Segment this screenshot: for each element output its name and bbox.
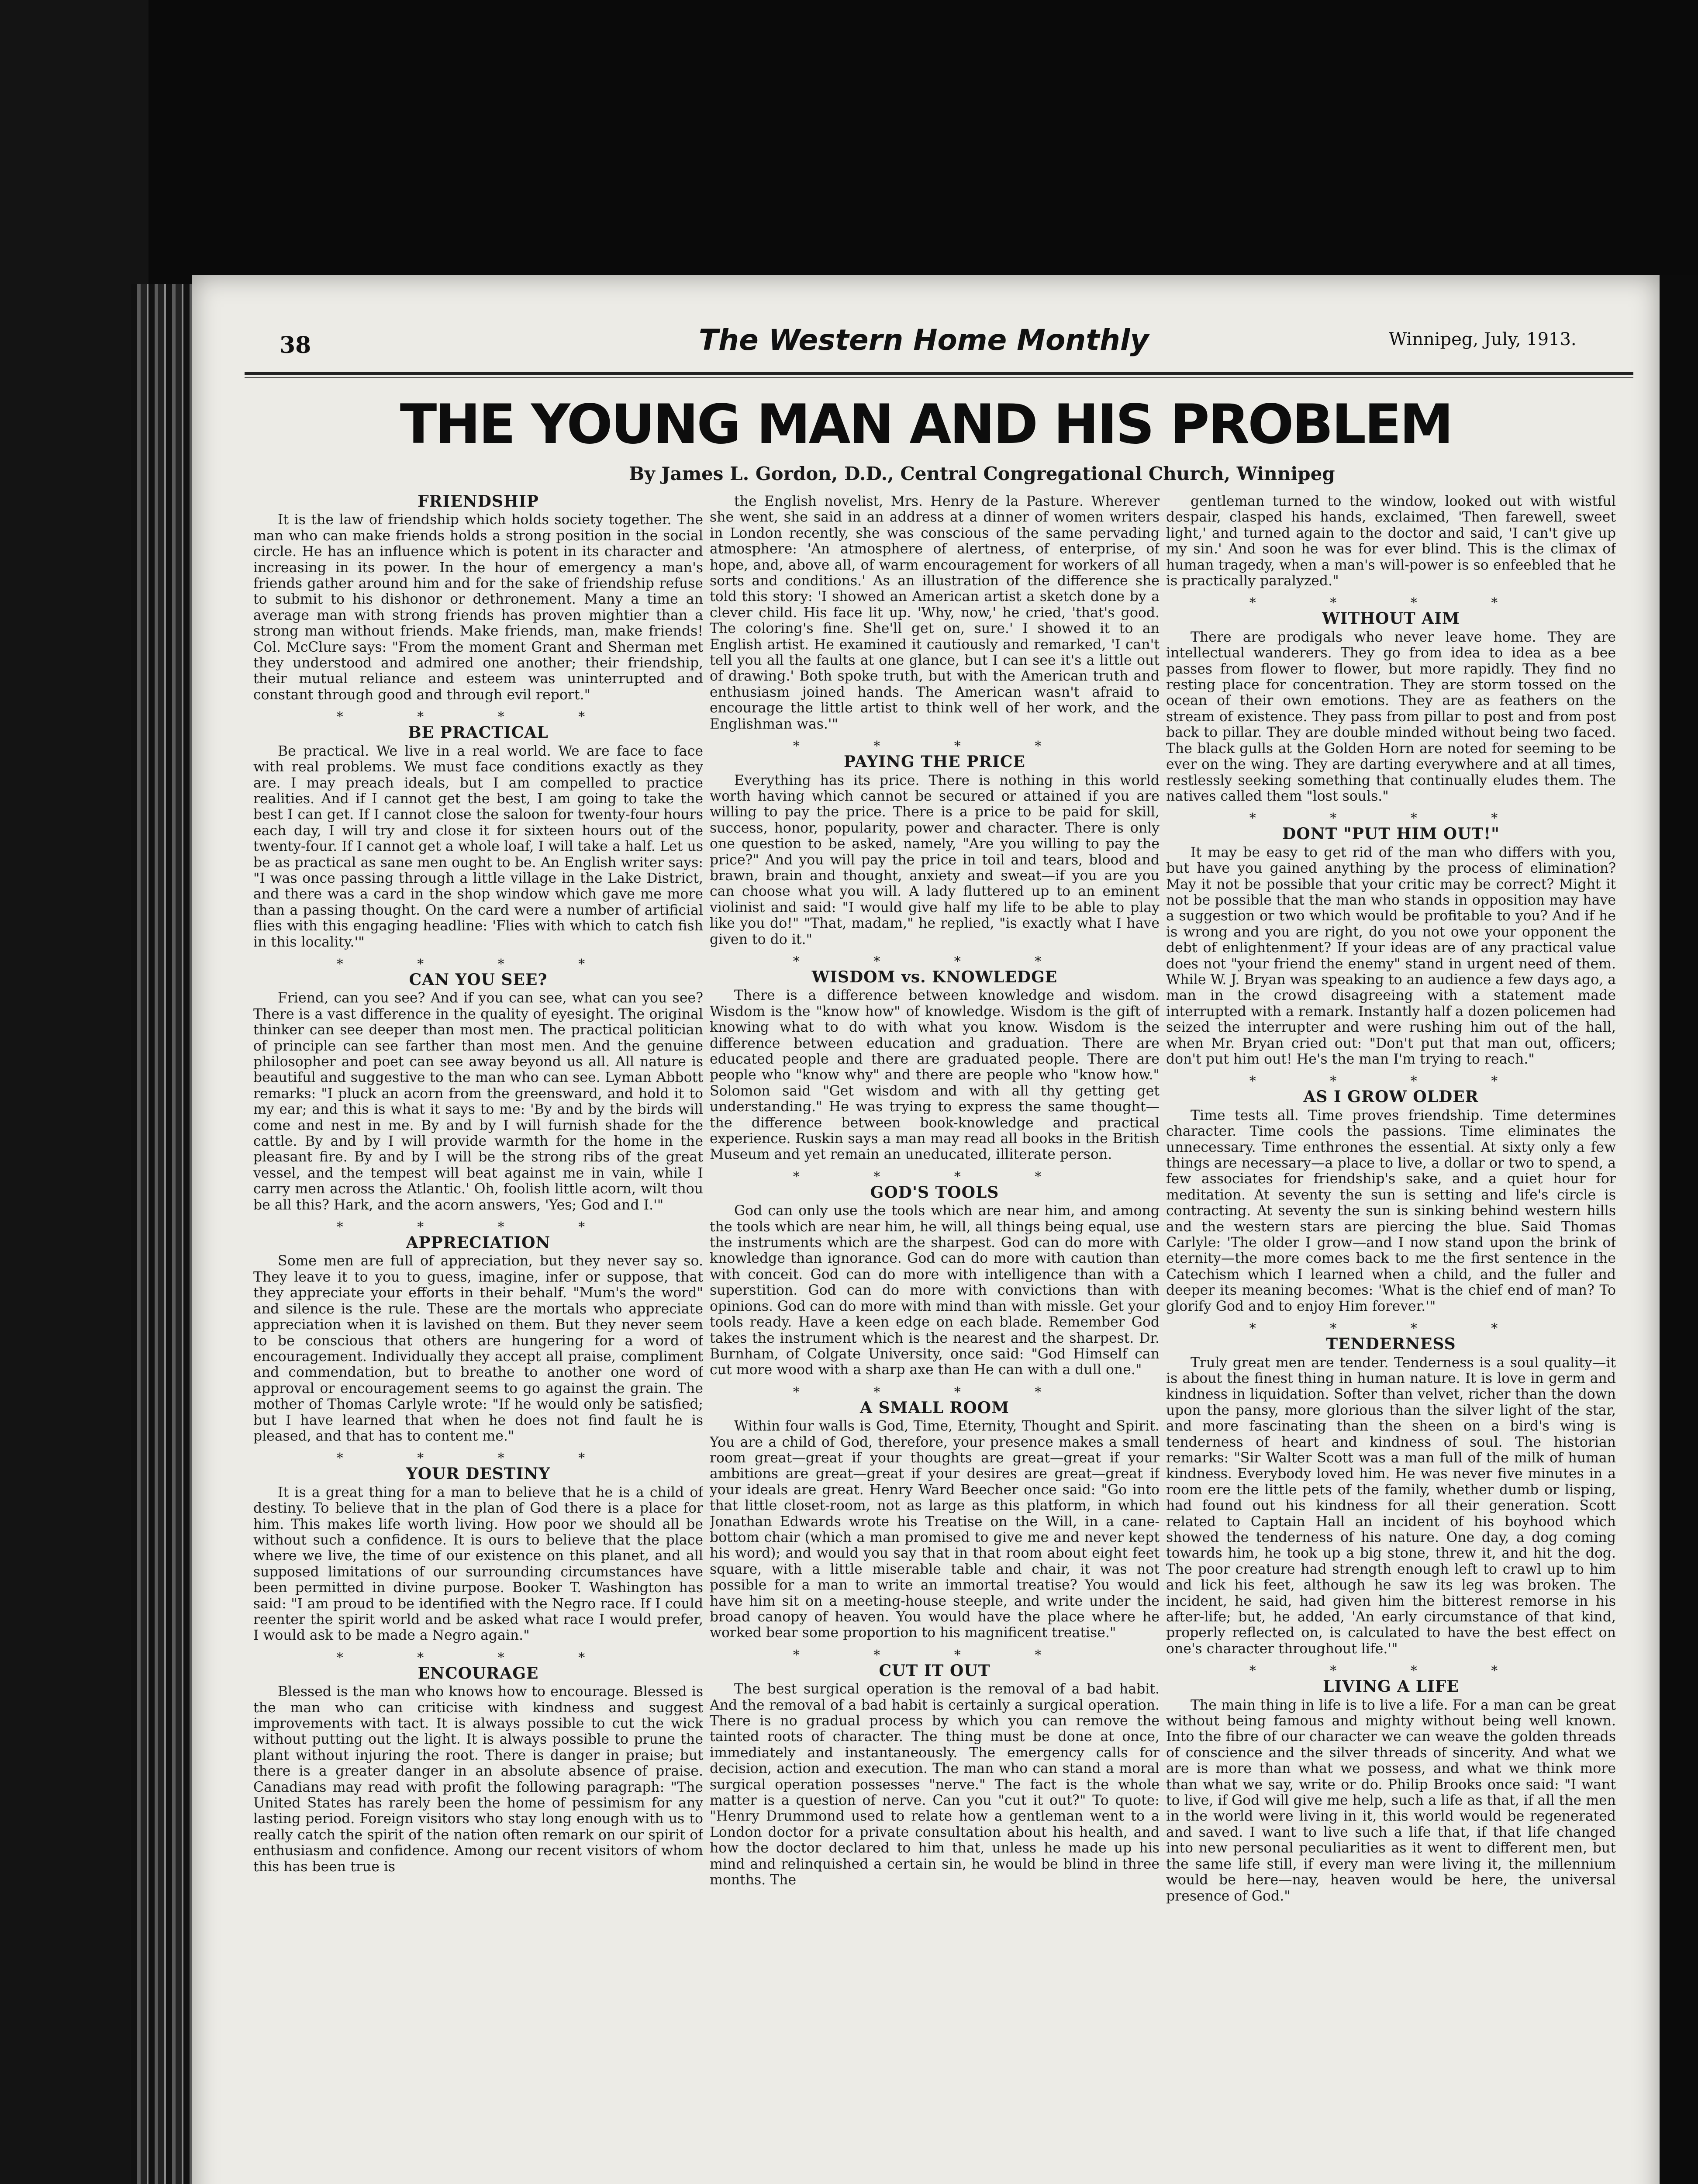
article-section [253,494,703,703]
section-divider-stars: * * * * [793,1384,1077,1400]
section-body: There are prodigals who never leave home. They are intellectual wanderers. They go from idea to idea as a bee passes from flower to flower, but more rapidly. They find no resting place for concentration. They are storm tossed on the ocean of their own emotions. They are as feathers on the stream of existence. They pass from pillar to post and from post back to pillar. They are double minded without being two faced. The black gulls at the Golden Horn are noted for seeming to be ever on the wing. They are darting everywhere and at all times, restlessly seeking something that continually eludes them. The natives called them "lost souls." [1166,629,1616,804]
section-heading: WISDOM vs. KNOWLEDGE [811,968,1058,986]
section-heading: TENDERNESS [1326,1335,1456,1354]
section-divider-stars: * * * * [793,739,1077,754]
running-header [192,323,1660,371]
section-heading: FRIENDSHIP [418,494,539,511]
section-divider-stars: * * * * [336,1650,620,1666]
section-heading: WITHOUT AIM [1322,609,1460,628]
article-section [1166,1336,1616,1657]
section-body: Blessed is the man who knows how to encourage. Blessed is the man who can criticise with kindness and suggest improvements with tact. It is always possible to cut the wick without putting out the light. It is always possible to prune the plant without injuring the root. There is danger in praise; but there is a greater danger in an absolute absence of praise. Canadians may read with profit the following paragraph: "The United States has rarely been the home of pessimism for any lasting period. Foreign visitors who stay long enough with us to really catch the spirit of the nation often remark on our spirit of enthusiasm and confidence. Among our recent visitors of whom this has been true is [253,1684,703,1875]
article-section [710,1663,1160,1888]
text-column-3 [1166,494,1616,2184]
section-heading: CUT IT OUT [879,1661,990,1680]
article-byline: By James L. Gordon, D.D., Central Congregational Church, Winnipeg [629,463,1335,484]
section-divider-stars: * * * * [1249,811,1533,826]
section-divider-stars: * * * * [1249,595,1533,611]
section-divider-stars: * * * * [793,1169,1077,1185]
section-heading: APPRECIATION [406,1234,551,1252]
book-binding [131,284,197,2184]
section-body: Time tests all. Time proves friendship. Time determines character. Time cools the passions. Time eliminates the unnecessary. Time enthrones the essential. At sixty only a few things are necessary—a place to live, a dollar or two to spend, a few associates for friendship's sake, and a quiet hour for meditation. At seventy the sun is setting and life's circle is contracting. At seventy the sun is sinking behind western hills and the western stars are piercing the blue. Said Thomas Carlyle: 'The older I grow—and I now stand upon the brink of eternity—the more comes back to me the first sentence in the Catechism which I learned when a child, and the fuller and deeper its meaning becomes: 'What is the chief end of man? To glorify God and to enjoy Him forever.'" [1166,1107,1616,1314]
section-body: It is the law of friendship which holds society together. The man who can make friends holds a strong position in the social circle. He has an influence which is potent in its character and increasing in its power. In the hour of emergency a man's friends gather around him and for the sake of friendship refuse to submit to his dishonor or dethronement. Many a time an average man with strong friends has proven mightier than a strong man without friends. Make friends, man, make friends! Col. McClure says: "From the moment Grant and Sherman met they understood and admired one another; their friendship, their mutual reliance and esteem was uninterrupted and constant through good and through evil report." [253,512,703,703]
scan-background-left [0,0,148,2184]
article-section [253,1666,703,1875]
section-divider-stars: * * * * [793,954,1077,969]
article-section [253,972,703,1213]
section-body: Be practical. We live in a real world. We are face to face with real problems. We must face conditions exactly as they are. I may preach ideals, but I am compelled to practice realities. And if I cannot get the best, I am going to take the best I can get. If I cannot close the saloon for twenty-four hours each day, I will try and close it for sixteen hours out of the twenty-four. If I cannot get a whole loaf, I will take a half. Let us be as practical as sane men ought to be. An English writer says: "I was once passing through a little village in the Lake District, and there was a card in the shop window which gave me more than a passing thought. On the card were a number of artificial flies with this engaging headline: 'Flies with which to catch fish in this locality.'" [253,743,703,950]
section-divider-stars: * * * * [336,1451,620,1466]
article-section [253,1235,703,1444]
section-heading: BE PRACTICAL [408,723,549,742]
article-section [1166,494,1616,589]
section-divider-stars: * * * * [1249,1321,1533,1337]
section-body: There is a difference between knowledge and wisdom. Wisdom is the "know how" of knowledge. Wisdom is the gift of knowing what to do with what you know. Wisdom is the difference between education and graduation. There are educated people and there are graduated people. There are people who "know why" and there are people who "know how." Solomon said "Get wisdom and with all thy getting get understanding." He was trying to express the same thought—the difference between book-knowledge and practical experience. Ruskin says a man may read all books in the British Museum and yet remain an uneducated, illiterate person. [710,988,1160,1163]
section-divider-stars: * * * * [336,1220,620,1235]
section-heading: YOUR DESTINY [406,1465,550,1483]
magazine-page [192,275,1660,2184]
section-body: It may be easy to get rid of the man who differs with you, but have you gained anything by the process of elimination? May it not be possible that your critic may be correct? Might it not be possible that the man who stands in opposition may have a suggestion or two which would be profitable to you? And if he is wrong and you are right, do you not owe your opponent the debt of enlightenment? If your ideas are of any practical value does not "your friend the enemy" stand in urgent need of them. While W. J. Bryan was speaking to an audience a few days ago, a man in the crowd disagreeing with a statement made interrupted with a remark. Instantly half a dozen policemen had seized the interrupter and were rushing him out of the hall, when Mr. Bryan cried out: "Don't put that man out, officers; don't put him out! He's the man I'm trying to reach." [1166,844,1616,1067]
article-section [710,969,1160,1163]
article-section [253,725,703,950]
article-title: THE YOUNG MAN AND HIS PROBLEM [400,393,1452,456]
text-column-1 [253,494,703,2184]
section-divider-stars: * * * * [1249,1663,1533,1679]
section-body: The main thing in life is to live a life. For a man can be great without being famous and mighty without being well known. Into the fibre of our character we can weave the golden threads of conscience and the silver threads of sincerity. And what we are is more than what we possess, and what we think more than what we say, write or do. Philip Brooks once said: "I want to live, if God will give me help, such a life as that, if all the men in the world were living in it, this world would be regenerated and saved. I want to live such a life that, if that life changed into new personal peculiarities as it went to different men, but the same life still, if every man were living it, the millennium would be here—nay, heaven would be here, the universal presence of God." [1166,1697,1616,1904]
section-body: gentleman turned to the window, looked out with wistful despair, clasped his hands, exclaimed, 'Then farewell, sweet light,' and turned again to the doctor and said, 'I can't give up my sin.' And soon he was for ever blind. This is the climax of human tragedy, when a man's will-power is so enfeebled that he is practically paralyzed." [1166,494,1616,589]
article-section [253,1466,703,1643]
section-body: Some men are full of appreciation, but they never say so. They leave it to you to guess, imagine, infer or suppose, that they appreciate your efforts in their behalf. "Mum's the word" and silence is the rule. These are the mortals who appreciate appreciation when it is lavished on them. But they never seem to be conscious that others are hungering for a word of encouragement. Individually they accept all praise, compliment and commendation, but to breathe to another one word of approval or encouragement seems to go against the grain. The mother of Thomas Carlyle wrote: "If he would only be satisfied; but I have learned that when he does not find fault he is pleased, and that has to content me." [253,1253,703,1444]
article-section [710,754,1160,947]
header-rule-thin [245,377,1633,378]
issue-date: Winnipeg, July, 1913. [1389,329,1577,349]
section-body: God can only use the tools which are near him, and among the tools which are near him, he will, all things being equal, use the instruments which are the sharpest. God can do more with knowledge than ignorance. God can do more with caution than with conceit. God can do more with intelligence than with a superstition. God can do more with convictions than with opinions. God can do more with mind than with missle. Get your tools ready. Have a keen edge on each blade. Remember God takes the instrument which is the nearest and the sharpest. Dr. Burnham, of Colgate University, once said: "God Himself can cut more wood with a sharp axe than He can with a dull one." [710,1203,1160,1378]
section-divider-stars: * * * * [793,1647,1077,1663]
section-heading: PAYING THE PRICE [843,753,1025,771]
section-heading: A SMALL ROOM [860,1398,1009,1417]
article-section [1166,1679,1616,1904]
masthead: The Western Home Monthly [699,323,1149,357]
section-divider-stars: * * * * [336,956,620,972]
section-heading: AS I GROW OLDER [1303,1088,1479,1106]
section-heading: DONT "PUT HIM OUT!" [1282,825,1500,843]
section-body: It is a great thing for a man to believe that he is a child of destiny. To believe that in the plan of God there is a place for him. This makes life worth living. How poor we should all be without such a confidence. It is ours to believe that the place where we live, the time of our existence on this planet, and all supposed limitations of our surrounding circumstances have been permitted in divine purpose. Booker T. Washington has said: "I am proud to be identified with the Negro race. If I could reenter the spirit world and be asked what race I would prefer, I would ask to be made a Negro again." [253,1484,703,1644]
article-section [1166,826,1616,1067]
section-divider-stars: * * * * [1249,1074,1533,1089]
section-heading: ENCOURAGE [418,1664,539,1683]
section-body: Within four walls is God, Time, Eternity, Thought and Spirit. You are a child of God, therefore, your presence makes a small room great—great if your thoughts are great—great if your ambitions are great—great if your desires are great—great if your ideals are great. Henry Ward Beecher once said: "Go into that little closet-room, not as large as this platform, in which Jonathan Edwards wrote his Treatise on the Will, in a cane-bottom chair (which a man promised to give me and never kept his word); and would you say that in that room about eight feet square, with a little miserable table and chair, it was not possible for a man to write an immortal treatise? You would have him sit on a meeting-house steeple, and write under the broad canopy of heaven. You would have the place where he worked bear some proportion to his magnificent treatise." [710,1418,1160,1641]
scan-background-right [1655,275,1698,2184]
section-heading: GOD'S TOOLS [870,1183,999,1202]
article-section [1166,611,1616,804]
page-number: 38 [280,332,311,359]
section-body: Friend, can you see? And if you can see, what can you see? There is a vast difference in the quality of eyesight. The original thinker can see deeper than most men. The practical politician of principle can see farther than most men. And the genuine philosopher and poet can see away beyond us all. All nature is beautiful and suggestive to the man who can see. Lyman Abbott remarks: "I pluck an acorn from the greensward, and hold it to my ear; and this is what it says to me: 'By and by the birds will come and nest in me. By and by I will furnish shade for the cattle. By and by I will provide warmth for the home in the pleasant fire. By and by I will be the strong ribs of the great vessel, and the tempest will beat against me in vain, while I carry men across the Atlantic.' Oh, foolish little acorn, wilt thou be all this? Hark, and the acorn answers, 'Yes; God and I.'" [253,990,703,1213]
article-section [710,494,1160,732]
section-heading: LIVING A LIFE [1323,1677,1459,1696]
section-body: The best surgical operation is the removal of a bad habit. And the removal of a bad habit is certainly a surgical operation. There is no gradual process by which you can remove the tainted roots of character. The thing must be done at once, immediately and instantaneously. The emergency calls for decision, action and execution. The man who can stand a moral surgical operation possesses "nerve." The fact is the whole matter is a question of nerve. Can you "cut it out?" To quote: "Henry Drummond used to relate how a gentleman went to a London doctor for a private consultation about his health, and how the doctor declared to him that, unless he made up his mind and relinquished a certain sin, he would be blind in three months. The [710,1681,1160,1888]
section-body: the English novelist, Mrs. Henry de la Pasture. Wherever she went, she said in an address at a dinner of women writers in London recently, she was conscious of the same pervading atmosphere: 'An atmosphere of alertness, of enterprise, of hope, and, above all, of warm encouragement for workers of all sorts and conditions.' As an illustration of the difference she told this story: 'I showed an American artist a sketch done by a clever child. His face lit up. 'Why, now,' he cried, 'that's good. The coloring's fine. She'll get on, sure.' I showed it to an English artist. He examined it cautiously and remarked, 'I can't tell you all the faults at one glance, but I can see it's a little out of drawing.' Both spoke truth, but with the American truth and enthusiasm joined hands. The American wasn't afraid to encourage the little artist to think well of her work, and the Englishman was.'" [710,494,1160,732]
section-heading: CAN YOU SEE? [409,970,548,989]
article-section [1166,1089,1616,1314]
section-body: Everything has its price. There is nothing in this world worth having which cannot be secured or attained if you are willing to pay the price. There is a price to be paid for skill, success, honor, popularity, power and character. There is only one question to be asked, namely, "Are you willing to pay the price?" And you will pay the price in toil and tears, blood and brawn, brain and thought, anxiety and sweat—if you are you can choose what you will. A lady fluttered up to an eminent violinist and said: "I would give half my life to be able to play like you do!" "That, madam," he replied, "is exactly what I have given to do it." [710,772,1160,947]
section-body: Truly great men are tender. Tenderness is a soul quality—it is about the finest thing in human nature. It is love in germ and kindness in liquidation. Softer than velvet, richer than the down upon the pansy, more glorious than the silver light of the star, and more fascinating than the sheen on a bird's wing is tenderness of heart and kindness of soul. The historian remarks: "Sir Walter Scott was a man full of the milk of human kindness. Everybody loved him. He was never five minutes in a room ere the little pets of the family, whether dumb or lisping, had found out his kindness for all their generation. Scott related to Captain Hall an incident of his boyhood which showed the tenderness of his nature. One day, a dog coming towards him, he took up a big stone, threw it, and hit the dog. The poor creature had strength enough left to crawl up to him and lick his feet, although he saw its leg was broken. The incident, he said, had given him the bitterest remorse in his after-life; but, he added, 'An early circumstance of that kind, properly reflected on, is calculated to have the best effect on one's character throughout life.'" [1166,1355,1616,1657]
section-divider-stars: * * * * [336,709,620,725]
article-section [710,1400,1160,1641]
header-rule [245,372,1633,375]
article-section [710,1185,1160,1378]
text-column-2 [710,494,1160,2184]
